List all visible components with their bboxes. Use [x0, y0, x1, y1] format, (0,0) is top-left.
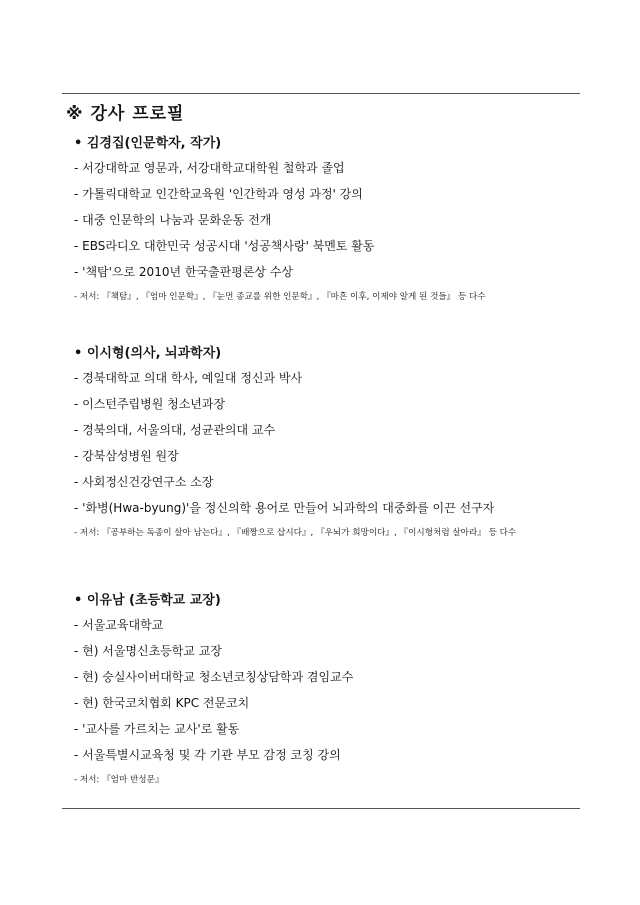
- profile-item: - '화병(Hwa-byung)'을 정신의학 용어로 만들어 뇌과학의 대중화를 이끈 선구자: [74, 501, 495, 515]
- profile-item: - 이스턴주립병원 청소년과장: [74, 397, 226, 411]
- profile-name: • 이유남 (초등학교 교장): [74, 593, 221, 608]
- profile-section-lee-sihyung: [74, 343, 584, 545]
- profile-item: - 현) 서울명신초등학교 교장: [74, 644, 222, 658]
- profile-item: - 대중 인문학의 나눔과 문화운동 전개: [74, 213, 272, 227]
- profile-item: - EBS라디오 대한민국 성공시대 '성공책사랑' 북멘토 활동: [74, 239, 375, 253]
- top-rule: [62, 93, 580, 94]
- profile-item: - 현) 숭실사이버대학교 청소년코칭상담학과 겸임교수: [74, 670, 354, 684]
- profile-item: - 서울특별시교육청 및 각 기관 부모 감정 코칭 강의: [74, 748, 341, 762]
- profile-item: - 경북의대, 서울의대, 성균관의대 교수: [74, 423, 276, 437]
- profile-section-kim: [74, 133, 584, 309]
- profile-item: - 서울교육대학교: [74, 618, 164, 632]
- profile-item: - '교사를 가르치는 교사'로 활동: [74, 722, 240, 736]
- profile-item: - 서강대학교 영문과, 서강대학교대학원 철학과 졸업: [74, 161, 345, 175]
- profile-item: - '책탐'으로 2010년 한국출판평론상 수상: [74, 265, 294, 279]
- profile-works: - 저서: 『책탐』, 『엄마 인문학』, 『눈먼 종교를 위한 인문학』, 『마흔 이후, 이제야 알게 된 것들』 등 다수: [74, 292, 486, 302]
- profile-works: - 저서: 『엄마 반성문』: [74, 775, 164, 785]
- profile-item: - 강북삼성병원 원장: [74, 449, 179, 463]
- profile-section-lee-yunam: [74, 590, 584, 792]
- profile-works: - 저서: 『공부하는 독종이 살아 남는다』, 『배짱으로 삽시다』, 『우뇌가 희망이다』, 『이시형처럼 살아라』 등 다수: [74, 528, 517, 538]
- bottom-rule: [62, 808, 580, 809]
- profile-item: - 가톨릭대학교 인간학교육원 '인간학과 영성 과정' 강의: [74, 187, 363, 201]
- profile-item: - 사회정신건강연구소 소장: [74, 475, 214, 489]
- page-heading: ※ 강사 프로필: [66, 104, 185, 124]
- profile-item: - 현) 한국코치협회 KPC 전문코치: [74, 696, 250, 710]
- profile-name: • 김경집(인문학자, 작가): [74, 136, 222, 151]
- profile-name: • 이시형(의사, 뇌과학자): [74, 346, 222, 361]
- profile-item: - 경북대학교 의대 학사, 예일대 정신과 박사: [74, 371, 303, 385]
